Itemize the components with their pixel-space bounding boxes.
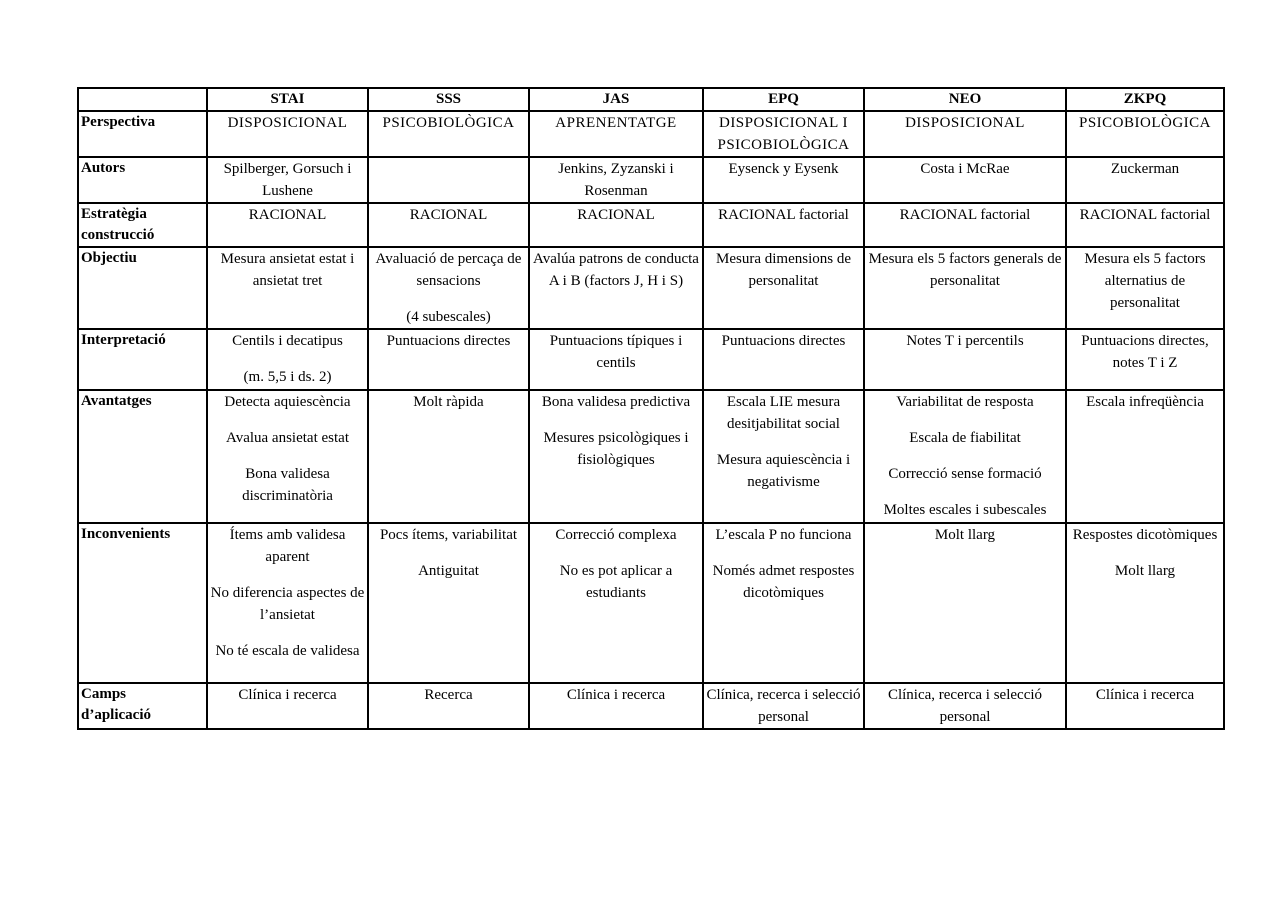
table-row-estrategia	[78, 203, 1224, 247]
table-cell: Puntuacions directes	[368, 329, 529, 390]
cell-paragraph: No es pot aplicar a estudiants	[559, 563, 673, 601]
table-cell: Mesura els 5 factors alternatius de personalitat	[1066, 247, 1224, 329]
table-cell: Mesura dimensions de personalitat	[703, 247, 864, 329]
comparison-table	[77, 87, 1225, 730]
table-cell: Spilberger, Gorsuch i Lushene	[207, 157, 368, 203]
table-cell	[529, 523, 703, 683]
table-cell: Avalúa patrons de conducta A i B (factors J, H i S)	[529, 247, 703, 329]
cell-paragraph: (m. 5,5 i ds. 2)	[243, 369, 332, 385]
table-cell: Clínica i recerca	[1066, 683, 1224, 729]
table-cell: Mesura els 5 factors generals de personalitat	[864, 247, 1066, 329]
cell-paragraph: Escala de fiabilitat	[909, 430, 1021, 446]
cell-paragraph: Pocs ítems, variabilitat	[379, 527, 518, 543]
table-cell	[368, 247, 529, 329]
cell-paragraph: Mesures psicològiques i fisiològiques	[543, 430, 689, 468]
table-cell: PSICOBIOLÒGICA	[1066, 111, 1224, 157]
table-cell: Clínica, recerca i selecció personal	[703, 683, 864, 729]
cell-paragraph: Moltes escales i subescales	[883, 502, 1047, 518]
table-cell	[368, 157, 529, 203]
table-row-perspectiva	[78, 111, 1224, 157]
row-label: Objectiu	[78, 247, 207, 329]
table-cell: RACIONAL	[207, 203, 368, 247]
cell-paragraph: Correcció complexa	[555, 527, 677, 543]
table-cell	[703, 523, 864, 683]
table-cell: Jenkins, Zyzanski i Rosenman	[529, 157, 703, 203]
header-epq: EPQ	[703, 88, 864, 111]
cell-paragraph: No diferencia aspectes de l’ansietat	[210, 585, 365, 623]
cell-paragraph: Respostes dicotòmiques	[1072, 527, 1218, 543]
table-cell: Molt ràpida	[368, 390, 529, 523]
table-row-autors	[78, 157, 1224, 203]
row-label-line: Estratègia	[81, 206, 147, 222]
table-cell: Clínica, recerca i selecció personal	[864, 683, 1066, 729]
cell-paragraph: Antiguitat	[418, 563, 479, 579]
table-cell	[207, 523, 368, 683]
table-cell: DISPOSICIONAL I PSICOBIOLÒGICA	[703, 111, 864, 157]
table-row-objectiu	[78, 247, 1224, 329]
row-label-line: d’aplicació	[81, 707, 151, 723]
cell-paragraph: Ítems amb validesa aparent	[229, 527, 346, 565]
cell-paragraph: Bona validesa discriminatòria	[242, 466, 333, 504]
table-cell: DISPOSICIONAL	[207, 111, 368, 157]
table-cell: DISPOSICIONAL	[864, 111, 1066, 157]
header-stai: STAI	[207, 88, 368, 111]
table-cell: RACIONAL	[529, 203, 703, 247]
table-row-avantatges	[78, 390, 1224, 523]
table-cell: Recerca	[368, 683, 529, 729]
cell-paragraph: Correcció sense formació	[888, 466, 1042, 482]
table-row-camps	[78, 683, 1224, 729]
table-cell: Puntuacions directes, notes T i Z	[1066, 329, 1224, 390]
cell-paragraph: Bona validesa predictiva	[541, 394, 691, 410]
cell-paragraph: Mesura aquiescència i negativisme	[716, 452, 851, 490]
table-cell: Puntuacions típiques i centils	[529, 329, 703, 390]
table-cell: Zuckerman	[1066, 157, 1224, 203]
cell-paragraph: Avalua ansietat estat	[225, 430, 349, 446]
row-label	[78, 683, 207, 729]
cell-paragraph: Centils i decatipus	[232, 333, 343, 349]
row-label: Avantatges	[78, 390, 207, 523]
cell-paragraph: L’escala P no funciona	[715, 527, 852, 543]
row-label-line: Camps	[81, 686, 127, 702]
table-cell: Clínica i recerca	[207, 683, 368, 729]
table-cell: Clínica i recerca	[529, 683, 703, 729]
table-cell: Eysenck y Eysenk	[703, 157, 864, 203]
table-cell	[529, 390, 703, 523]
table-cell: RACIONAL	[368, 203, 529, 247]
cell-paragraph: Detecta aquiescència	[224, 394, 351, 410]
table-cell	[207, 329, 368, 390]
row-label: Perspectiva	[78, 111, 207, 157]
table-row-interpretacio	[78, 329, 1224, 390]
table-cell	[1066, 523, 1224, 683]
header-zkpq: ZKPQ	[1066, 88, 1224, 111]
table-cell: RACIONAL factorial	[864, 203, 1066, 247]
row-label: Inconvenients	[78, 523, 207, 683]
cell-paragraph: Avaluació de percaça de sensacions	[375, 251, 522, 289]
cell-paragraph: Molt llarg	[1114, 563, 1176, 579]
table-cell	[207, 390, 368, 523]
row-label-line: construcció	[81, 227, 155, 243]
cell-paragraph: Només admet respostes dicotòmiques	[712, 563, 855, 601]
header-empty-cell	[78, 88, 207, 111]
row-label	[78, 203, 207, 247]
header-row	[78, 88, 1224, 111]
table-cell: PSICOBIOLÒGICA	[368, 111, 529, 157]
table-cell	[864, 390, 1066, 523]
table-cell: Mesura ansietat estat i ansietat tret	[207, 247, 368, 329]
table-cell	[368, 523, 529, 683]
cell-paragraph: Variabilitat de resposta	[896, 394, 1034, 410]
cell-paragraph: No té escala de validesa	[215, 643, 360, 659]
header-neo: NEO	[864, 88, 1066, 111]
table-cell: RACIONAL factorial	[1066, 203, 1224, 247]
table-cell: Puntuacions directes	[703, 329, 864, 390]
cell-paragraph: (4 subescales)	[406, 309, 491, 325]
row-label: Autors	[78, 157, 207, 203]
header-sss: SSS	[368, 88, 529, 111]
table-cell: RACIONAL factorial	[703, 203, 864, 247]
table-cell: Escala infreqüència	[1066, 390, 1224, 523]
table-cell: Notes T i percentils	[864, 329, 1066, 390]
table-cell	[703, 390, 864, 523]
header-jas: JAS	[529, 88, 703, 111]
table-row-inconvenients	[78, 523, 1224, 683]
table-cell: Molt llarg	[864, 523, 1066, 683]
row-label: Interpretació	[78, 329, 207, 390]
cell-paragraph: Escala LIE mesura desitjabilitat social	[726, 394, 841, 432]
table-cell: APRENENTATGE	[529, 111, 703, 157]
table-cell: Costa i McRae	[864, 157, 1066, 203]
